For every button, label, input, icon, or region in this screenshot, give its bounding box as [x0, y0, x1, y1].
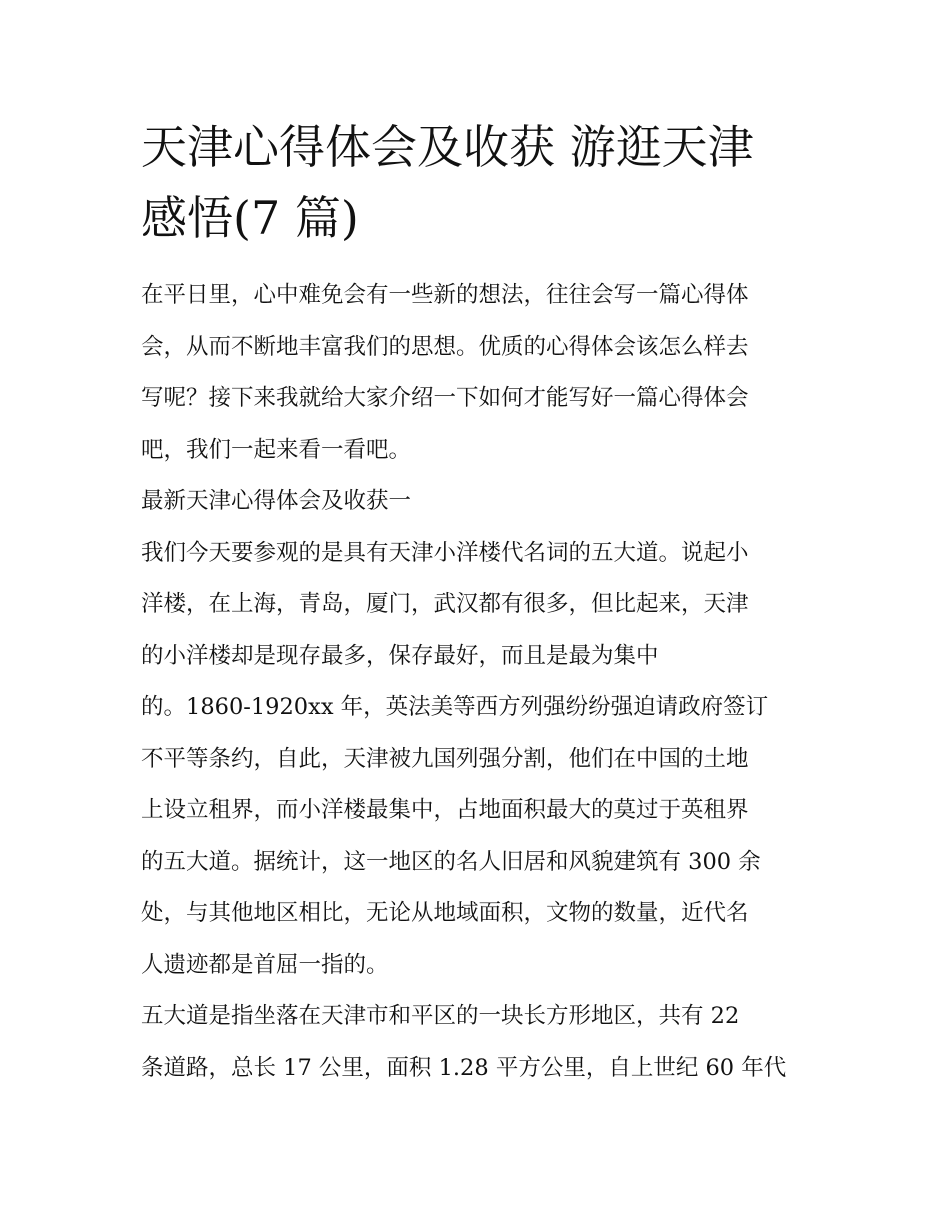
document-content [141, 112, 811, 1094]
document-body [141, 270, 811, 1094]
body-line: 五大道是指坐落在天津市和平区的一块长方形地区，共有 22 [141, 1003, 740, 1029]
body-line: 人遗迹都是首屈一指的。 [141, 951, 389, 978]
title-line-1: 天津心得体会及收获 游逛天津 [141, 120, 754, 174]
body-line: 的五大道。据统计，这一地区的名人旧居和风貌建筑有 300 余 [141, 848, 761, 875]
body-line: 处，与其他地区相比，无论从地域面积，文物的数量，近代名 [141, 900, 749, 926]
body-line: 写呢？接下来我就给大家介绍一下如何才能写好一篇心得体会 [141, 385, 749, 411]
body-line: 吧，我们一起来看一看吧。 [141, 436, 412, 463]
body-line: 洋楼，在上海，青岛，厦门，武汉都有很多，但比起来，天津 [141, 591, 749, 617]
body-line: 我们今天要参观的是具有天津小洋楼代名词的五大道。说起小 [141, 539, 749, 566]
body-line: 条道路，总长 17 公里，面积 1.28 平方公里，自上世纪 60 年代 [141, 1054, 787, 1081]
document-title [141, 112, 811, 254]
title-line-2: 感悟(7 篇) [141, 191, 359, 245]
body-line: 会，从而不断地丰富我们的思想。优质的心得体会该怎么样去 [141, 333, 749, 360]
body-line: 在平日里，心中难免会有一些新的想法，往往会写一篇心得体 [141, 282, 749, 308]
section-heading: 最新天津心得体会及收获一 [141, 488, 412, 514]
body-line: 的小洋楼却是现存最多，保存最好，而且是最为集中 [141, 642, 659, 669]
body-line: 的。1860-1920xx 年，英法美等西方列强纷纷强迫请政府签订 [141, 694, 769, 720]
body-line: 上设立租界，而小洋楼最集中，占地面积最大的莫过于英租界 [141, 797, 749, 823]
body-line: 不平等条约，自此，天津被九国列强分割，他们在中国的土地 [141, 745, 749, 772]
